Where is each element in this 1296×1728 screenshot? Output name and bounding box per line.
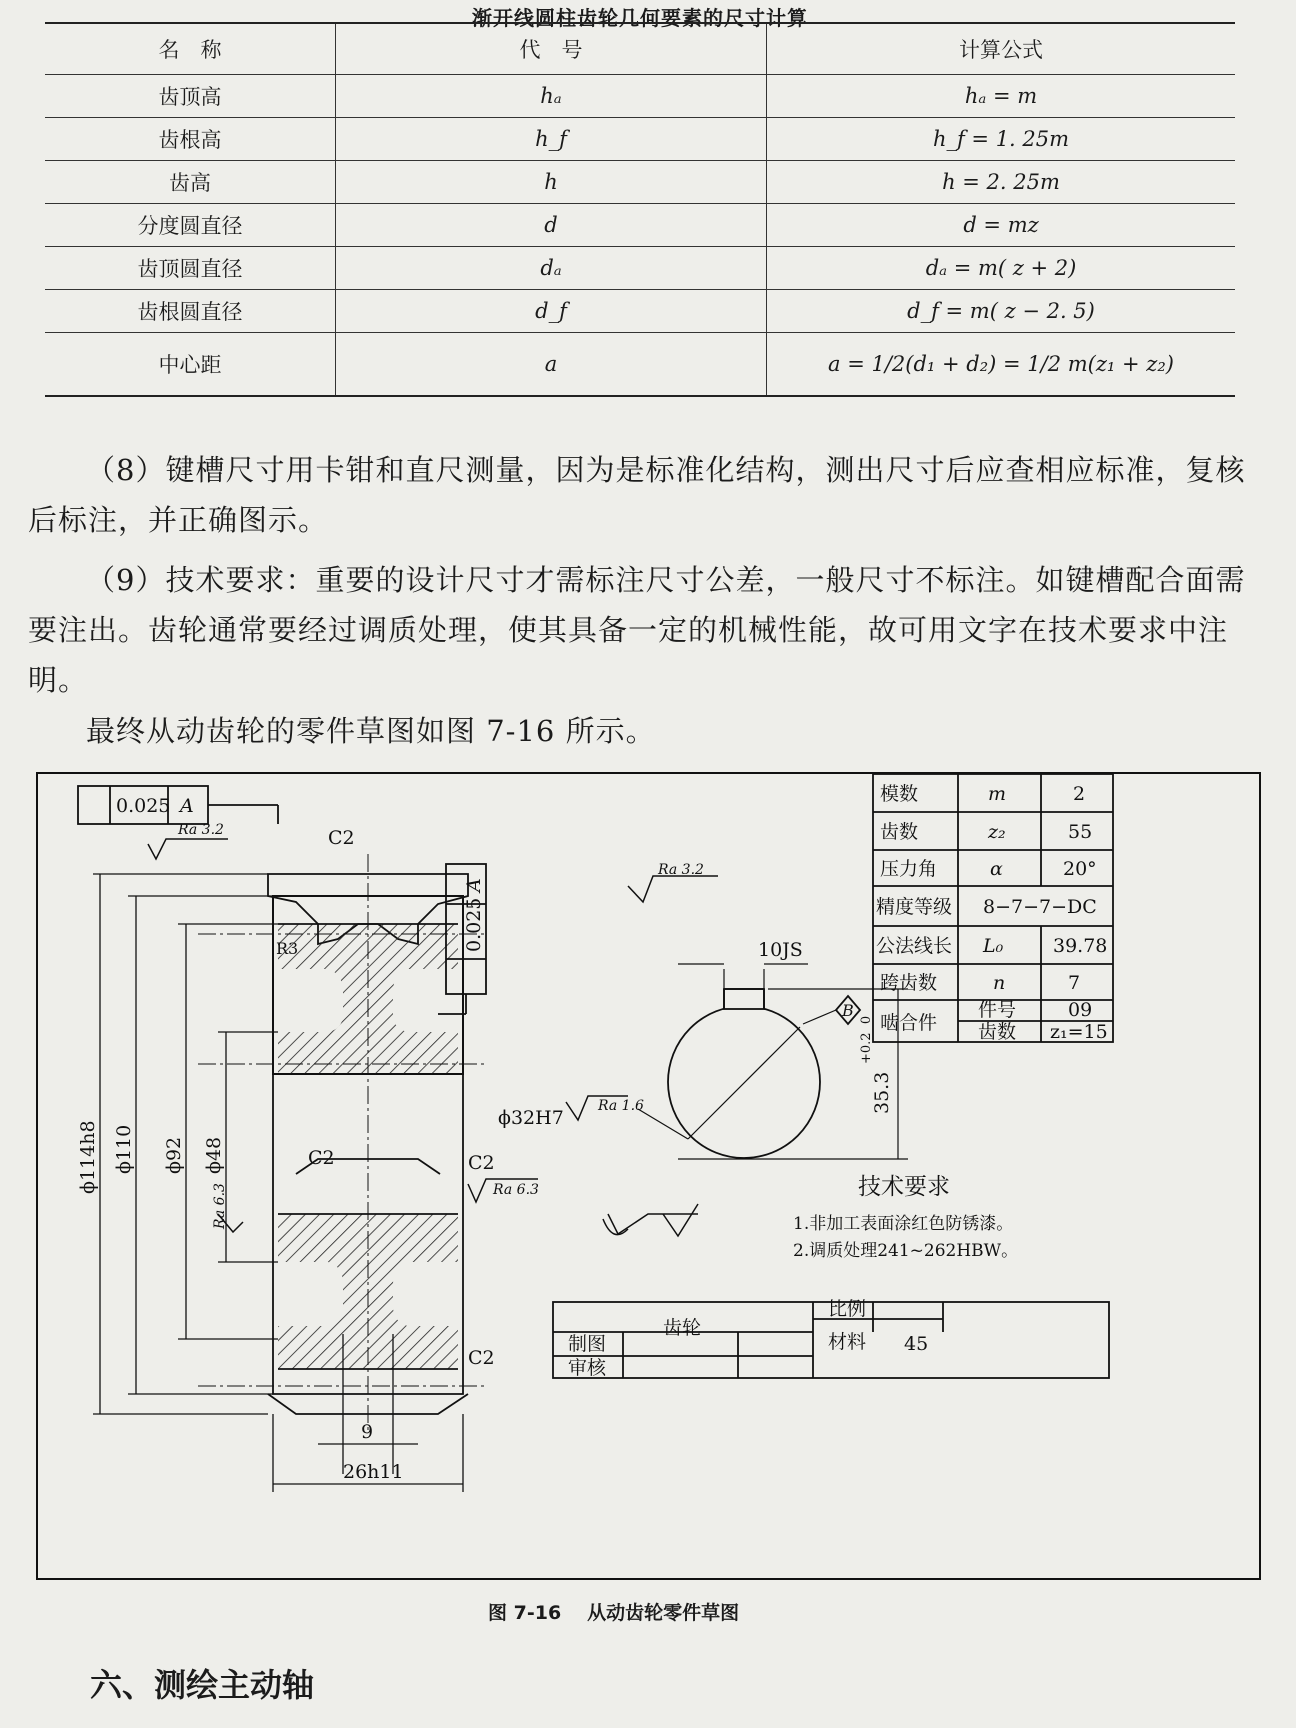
title-part-name: 齿轮 xyxy=(663,1317,702,1339)
row-formula: d_f = m( z − 2. 5) xyxy=(767,290,1236,333)
section-heading: 六、测绘主动轴 xyxy=(90,1666,315,1704)
datum-a-vertical: A xyxy=(463,878,485,892)
table-row xyxy=(45,118,1235,161)
table-row xyxy=(45,333,1235,397)
param-name: 精度等级 xyxy=(876,896,953,918)
param-symbol: m xyxy=(988,783,1007,805)
row-formula: d = mz xyxy=(767,204,1236,247)
label-ra-right: Ra 6.3 xyxy=(493,1182,539,1198)
row-symbol: hₐ xyxy=(336,75,767,118)
dim-dia-48: ϕ48 xyxy=(203,1136,225,1174)
gear-part-drawing xyxy=(36,772,1261,1580)
param-name: 压力角 xyxy=(880,858,938,880)
table-row xyxy=(45,161,1235,204)
row-name: 齿根圆直径 xyxy=(45,290,336,333)
tech-req-item: 2.调质处理241~262HBW。 xyxy=(793,1241,1019,1261)
param-value: 2 xyxy=(1073,783,1086,805)
mating-part-no-label: 件号 xyxy=(978,999,1017,1021)
param-name: 齿数 xyxy=(880,821,919,843)
row-name: 齿根高 xyxy=(45,118,336,161)
param-symbol: α xyxy=(990,858,1003,880)
paragraph-keyway: （8）键槽尺寸用卡钳和直尺测量，因为是标准化结构，测出尺寸后应查相应标准，复核后标注，并正确图示。 xyxy=(28,453,1246,537)
param-name: 公法线长 xyxy=(876,935,953,957)
param-name: 跨齿数 xyxy=(880,972,938,994)
tolerance-value: 0.025 xyxy=(116,795,171,817)
row-name: 中心距 xyxy=(45,333,336,397)
table-caption: 渐开线圆柱齿轮几何要素的尺寸计算 xyxy=(472,6,808,30)
tech-req-title: 技术要求 xyxy=(858,1174,950,1200)
row-formula: hₐ = m xyxy=(767,75,1236,118)
mating-part-no: 09 xyxy=(1068,999,1093,1021)
row-formula: h_f = 1. 25m xyxy=(767,118,1236,161)
label-c2-hub: C2 xyxy=(468,1152,495,1174)
row-name: 分度圆直径 xyxy=(45,204,336,247)
figure-caption xyxy=(488,1598,739,1625)
row-name: 齿高 xyxy=(45,161,336,204)
title-scale-label: 比例 xyxy=(828,1298,867,1320)
row-symbol: dₐ xyxy=(336,247,767,290)
figure-number: 图 7-16 xyxy=(488,1602,562,1624)
mating-label: 啮合件 xyxy=(880,1012,938,1034)
tolerance-value-vertical: 0.025 xyxy=(463,897,485,952)
label-c2-mid: C2 xyxy=(308,1147,335,1169)
dim-depth: 35.3 xyxy=(871,1071,893,1114)
label-ra-key: Ra 3.2 xyxy=(658,862,704,878)
dim-width-9: 9 xyxy=(361,1421,374,1443)
drawing-canvas xyxy=(38,774,1259,1578)
param-symbol: n xyxy=(993,972,1006,994)
dim-bore: ϕ32H7 xyxy=(498,1107,564,1129)
param-value: 39.78 xyxy=(1053,935,1108,957)
param-value: 20° xyxy=(1063,858,1097,880)
table-row xyxy=(45,247,1235,290)
dim-depth-tolerance: +0.2 0 xyxy=(859,1015,874,1064)
mating-teeth-label: 齿数 xyxy=(978,1021,1017,1043)
row-symbol: h_f xyxy=(336,118,767,161)
title-checked-label: 审核 xyxy=(568,1357,607,1379)
param-symbol: z₂ xyxy=(988,821,1006,843)
dim-dia-114: ϕ114h8 xyxy=(77,1120,99,1194)
param-value: 55 xyxy=(1068,821,1093,843)
table-row xyxy=(45,75,1235,118)
dim-dia-110: ϕ110 xyxy=(113,1124,135,1174)
datum-a: A xyxy=(180,795,194,817)
dim-keyway: 10JS xyxy=(758,939,803,961)
row-symbol: a xyxy=(336,333,767,397)
label-c2-top: C2 xyxy=(328,827,355,849)
label-r3: R3 xyxy=(276,939,299,958)
table-row xyxy=(45,290,1235,333)
title-drawn-label: 制图 xyxy=(568,1333,607,1355)
paragraph-tech-requirements: （9）技术要求：重要的设计尺寸才需标注尺寸公差，一般尺寸不标注。如键槽配合面需要注出。齿轮通常要经过调质处理，使其具备一定的机械性能，故可用文字在技术要求中注明。 xyxy=(28,563,1246,697)
row-formula: dₐ = m( z + 2) xyxy=(767,247,1236,290)
header-symbol: 代 号 xyxy=(336,23,767,75)
row-formula: h = 2. 25m xyxy=(767,161,1236,204)
row-name: 齿顶高 xyxy=(45,75,336,118)
gear-formula-table xyxy=(45,22,1235,397)
row-symbol: h xyxy=(336,161,767,204)
label-ra-bore: Ra 1.6 xyxy=(598,1098,644,1114)
table-header-row xyxy=(45,23,1235,75)
dim-width-26: 26h11 xyxy=(343,1461,404,1483)
title-material: 45 xyxy=(904,1333,929,1355)
title-material-label: 材料 xyxy=(828,1331,867,1353)
param-symbol: L₀ xyxy=(983,935,1004,957)
header-name: 名 称 xyxy=(45,23,336,75)
dim-dia-92: ϕ92 xyxy=(163,1136,185,1174)
row-formula: a = 1/2(d₁ + d₂) = 1/2 m(z₁ + z₂) xyxy=(767,333,1236,397)
table-row xyxy=(45,204,1235,247)
figure-title: 从动齿轮零件草图 xyxy=(587,1602,740,1624)
paragraph-figure-intro: 最终从动齿轮的零件草图如图 7-16 所示。 xyxy=(86,714,656,748)
label-ra-top: Ra 3.2 xyxy=(178,822,224,838)
param-name: 模数 xyxy=(880,783,919,805)
param-value: 7 xyxy=(1068,972,1081,994)
tolerance-frame xyxy=(78,786,278,824)
label-ra-left: Ra 6.3 xyxy=(212,1183,228,1229)
label-c2-bottom: C2 xyxy=(468,1347,495,1369)
row-name: 齿顶圆直径 xyxy=(45,247,336,290)
param-value: 8−7−7−DC xyxy=(983,896,1097,918)
row-symbol: d_f xyxy=(336,290,767,333)
header-formula: 计算公式 xyxy=(767,23,1236,75)
tech-req-item: 1.非加工表面涂红色防锈漆。 xyxy=(793,1214,1014,1234)
row-symbol: d xyxy=(336,204,767,247)
mating-teeth: z₁=15 xyxy=(1050,1021,1108,1043)
datum-b: B xyxy=(842,1001,854,1020)
